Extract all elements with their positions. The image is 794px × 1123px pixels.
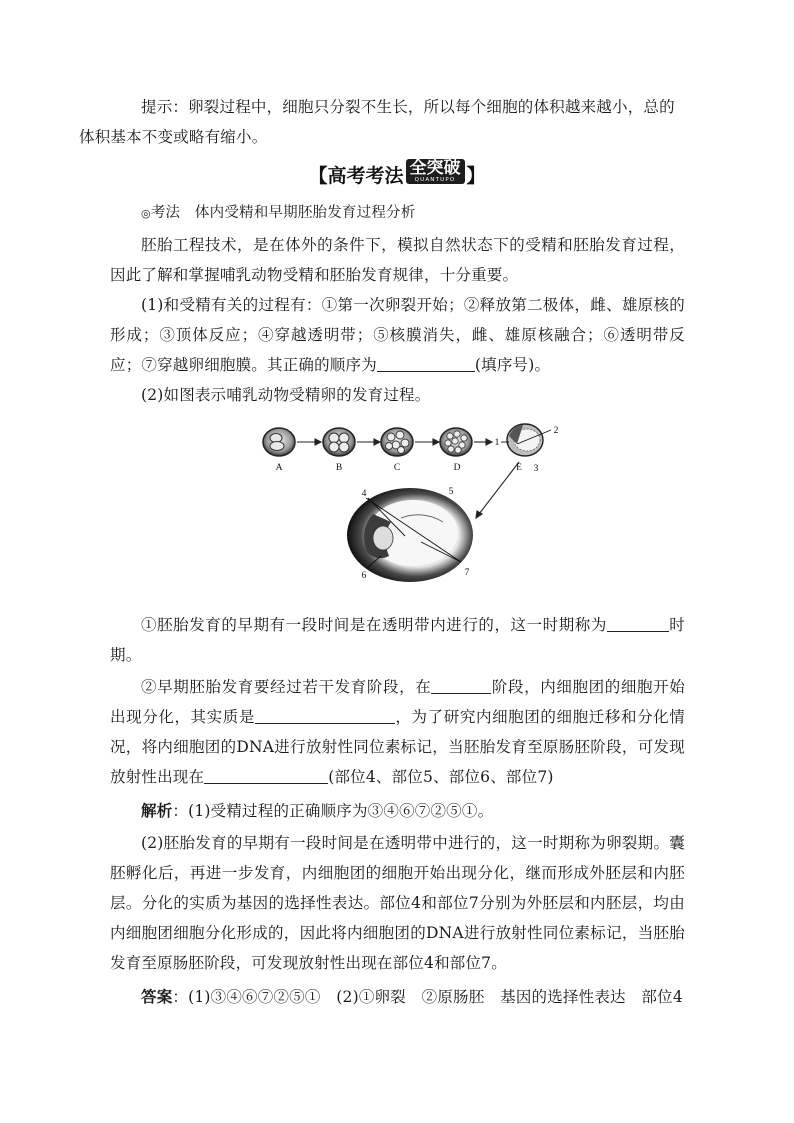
- stage-letter-a: A: [275, 463, 283, 473]
- part-label-4: 4: [361, 489, 367, 499]
- question-2-1-text: ①胚胎发育的早期有一段时间是在透明带内进行的，这一时期称为: [141, 616, 607, 634]
- question-2-2: [110, 672, 685, 792]
- question-1-text: (1)和受精有关的过程有：①第一次卵裂开始；②释放第二极体，雌、雄原核的形成；③顶体反应；④穿越透明带；⑤核膜消失，雌、雄原核融合；⑥透明带反应；⑦穿越卵细胞膜。其正确的顺序为: [110, 296, 685, 374]
- analysis-paragraph-1: [110, 796, 685, 826]
- stage-letter-c: C: [393, 463, 401, 473]
- answer-blank-5[interactable]: [204, 766, 328, 784]
- section-badge: [406, 159, 465, 184]
- embryo-development-figure: [255, 418, 585, 593]
- stage-d-cell: [440, 428, 472, 456]
- part-label-7: 7: [464, 568, 470, 578]
- question-2-2-part2: 阶段，内细胞团的细胞开始出现分化，其实质是: [110, 678, 686, 726]
- hint-text-line1: ：卵裂过程中，细胞只分裂不生长，所以每个细胞的体积越来越小，总的: [172, 98, 675, 116]
- section-title-text: 高考考法: [327, 165, 404, 187]
- topic-label: 考法: [150, 205, 181, 221]
- analysis-paragraph-2: (2)胚胎发育的早期有一段时间是在透明带中进行的，这一时期称为卵裂期。囊胚孵化后，再进一步发育，内细胞团的细胞开始出现分化，继而形成外胚层和内胚层。分化的实质为基因的选择性表达。部位4和部位7分别为外胚层和内胚层，均由内细胞团细胞分化形成的，因此将内细胞团的DNA进行放射性同位素标记，当胚胎发育至原肠胚阶段，可发现放射性出现在部位4和部位7。: [110, 834, 685, 972]
- question-2-1: [110, 610, 685, 670]
- topic-icon: ◎: [141, 207, 151, 220]
- hint-label: 提示: [141, 98, 173, 116]
- stage-letter-e: E: [516, 463, 522, 473]
- topic-title: 体内受精和早期胚胎发育过程分析: [194, 205, 416, 221]
- question-1: [110, 290, 685, 380]
- badge-main-text: 全突破: [409, 158, 461, 178]
- gastrula-embryo: [347, 488, 473, 582]
- answer-blank-2[interactable]: [607, 614, 669, 632]
- question-1-tail: (填序号)。: [474, 356, 551, 374]
- bracket-left: 【: [308, 165, 328, 187]
- badge-sub-text: QUANTUPO: [414, 177, 456, 183]
- answer-paragraph: [110, 982, 685, 1012]
- part-label-5: 5: [448, 487, 454, 497]
- answer-blank-1[interactable]: [377, 354, 475, 372]
- question-2-1-tail: 时期。: [110, 616, 685, 664]
- part-label-1: 1: [494, 438, 500, 448]
- hint-text-line2: 体积基本不变或略有缩小。: [79, 128, 268, 146]
- question-2-2-part3: ，为了研究内细胞团的细胞迁移和分化情况，将内细胞团的DNA进行放射性同位素标记，当胚胎发育至原肠胚阶段，可发现放射性出现在: [110, 708, 685, 786]
- section-title: [0, 160, 794, 188]
- part-label-2: 2: [553, 426, 559, 436]
- answer-blank-4[interactable]: [255, 706, 395, 724]
- hint-paragraph: [79, 92, 685, 152]
- stage-c-cell: [381, 428, 413, 456]
- question-2-2-part4: (部位4、部位5、部位6、部位7): [328, 768, 554, 786]
- answer-text: ：(1)③④⑥⑦②⑤① (2)①卵裂 ②原肠胚 基因的选择性表达 部位4: [172, 988, 683, 1006]
- answer-label: 答案: [141, 987, 173, 1006]
- stage-letter-d: D: [453, 463, 461, 473]
- stage-b-cell: [323, 428, 355, 456]
- stage-a-cell: [263, 428, 295, 456]
- part-label-3: 3: [533, 464, 539, 474]
- answer-blank-3[interactable]: [431, 676, 491, 694]
- bracket-right: 】: [466, 165, 486, 187]
- intro-paragraph: 胚胎工程技术，是在体外的条件下，模拟自然状态下的受精和胚胎发育过程，因此了解和掌握哺乳动物受精和胚胎发育规律，十分重要。: [110, 236, 685, 284]
- stage-e-cell: [501, 424, 551, 456]
- topic-heading: [110, 198, 685, 229]
- question-2: (2)如图表示哺乳动物受精卵的发育过程。: [141, 386, 431, 404]
- stage-letter-b: B: [335, 463, 343, 473]
- question-2-2-part1: ②早期胚胎发育要经过若干发育阶段，在: [141, 678, 432, 696]
- part-label-6: 6: [361, 571, 367, 581]
- analysis-text-1: ：(1)受精过程的正确顺序为③④⑥⑦②⑤①。: [172, 802, 494, 820]
- analysis-label: 解析: [141, 801, 173, 820]
